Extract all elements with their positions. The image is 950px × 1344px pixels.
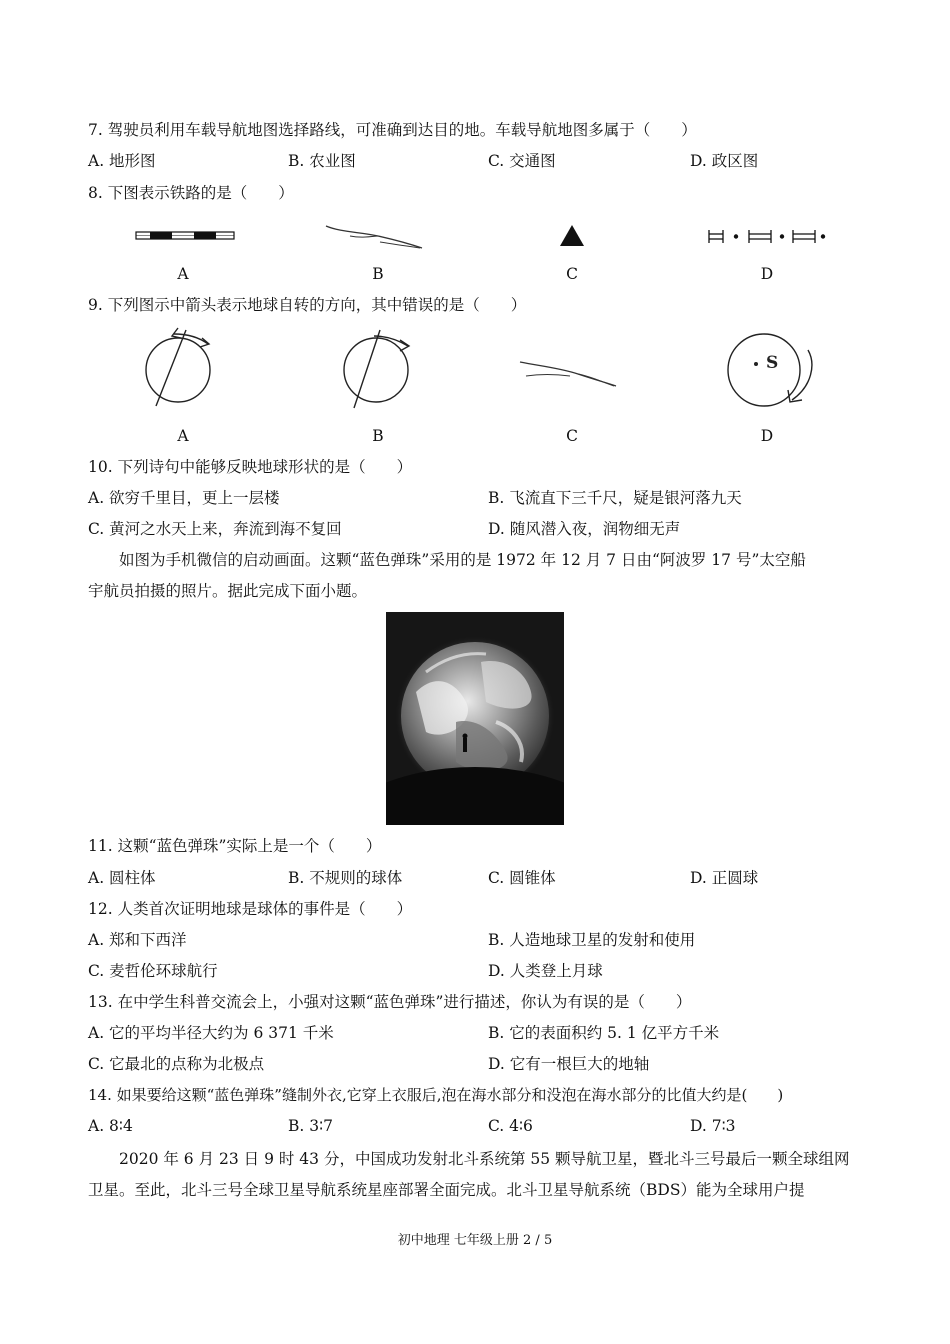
q9-label-d: D [760, 427, 774, 445]
q11-option-b: B. 不规则的球体 [288, 869, 403, 887]
q10-option-b: B. 飞流直下三千尺，疑是银河落九天 [488, 489, 742, 507]
q14-option-d: D. 7∶3 [690, 1117, 736, 1135]
q14-option-b: B. 3∶7 [288, 1117, 334, 1135]
page-footer: 初中地理 七年级上册 2 / 5 [397, 1233, 553, 1248]
q9-label-c: C [566, 427, 578, 445]
railway-symbol-figure [130, 222, 240, 252]
q10-option-d: D. 随风潜入夜，润物细无声 [488, 520, 681, 538]
q11-option-d: D. 正圆球 [690, 869, 759, 887]
river-line-figure-c [516, 352, 620, 390]
earth-rotation-figure-a [138, 324, 222, 410]
q10-option-c: C. 黄河之水天上来，奔流到海不复回 [88, 520, 342, 538]
earth-rotation-figure-b [334, 324, 418, 410]
q12-option-d: D. 人类登上月球 [488, 962, 603, 980]
q9-label-b: B [372, 427, 384, 445]
q13-option-c: C. 它最北的点称为北极点 [88, 1055, 265, 1073]
south-pole-label: S [766, 353, 779, 373]
q13-option-a: A. 它的平均半径大约为 6 371 千米 [88, 1024, 334, 1042]
boundary-line-symbol-figure [705, 226, 827, 248]
q14-option-a: A. 8∶4 [88, 1117, 133, 1135]
q11-option-c: C. 圆锥体 [488, 869, 556, 887]
q8-label-a: A [177, 265, 189, 283]
q8-label-d: D [760, 265, 774, 283]
q12-option-a: A. 郑和下西洋 [88, 931, 187, 949]
q10-stem: 10. 下列诗句中能够反映地球形状的是（ ） [88, 458, 413, 476]
q9-label-a: A [177, 427, 189, 445]
q7-option-c: C. 交通图 [488, 152, 556, 170]
q7-stem: 7. 驾驶员利用车载导航地图选择路线，可准确到达目的地。车载导航地图多属于（ ） [88, 121, 697, 139]
q14-stem: 14. 如果要给这颗“蓝色弹珠”缝制外衣,它穿上衣服后,泡在海水部分和没泡在海水部分的比值大约是( ) [88, 1086, 784, 1104]
earth-rotation-figure-d [712, 330, 832, 412]
q13-stem: 13. 在中学生科普交流会上，小强对这颗“蓝色弹珠”进行描述，你认为有误的是（ ） [88, 993, 692, 1011]
q12-stem: 12. 人类首次证明地球是球体的事件是（ ） [88, 900, 413, 918]
q11-stem: 11. 这颗“蓝色弹珠”实际上是一个（ ） [88, 837, 382, 855]
river-line-figure [320, 218, 430, 254]
intro-paragraph-line-2: 宇航员拍摄的照片。据此完成下面小题。 [88, 582, 368, 600]
q8-label-b: B [372, 265, 384, 283]
q12-option-b: B. 人造地球卫星的发射和使用 [488, 931, 696, 949]
q9-stem: 9. 下列图示中箭头表示地球自转的方向，其中错误的是（ ） [88, 296, 527, 314]
earth-illustration [386, 612, 564, 825]
intro-paragraph-line-1: 如图为手机微信的启动画面。这颗“蓝色弹珠”采用的是 1972 年 12 月 7 日由“阿波罗 17 号”太空船 [119, 551, 806, 569]
q7-option-a: A. 地形图 [88, 152, 156, 170]
beidou-paragraph-line-2: 卫星。至此，北斗三号全球卫星导航系统星座部署全面完成。北斗卫星导航系统（BDS）能为全球用户提 [88, 1181, 805, 1199]
q7-option-d: D. 政区图 [690, 152, 759, 170]
q14-option-c: C. 4∶6 [488, 1117, 533, 1135]
q13-option-b: B. 它的表面积约 5. 1 亿平方千米 [488, 1024, 720, 1042]
q13-option-d: D. 它有一根巨大的地轴 [488, 1055, 650, 1073]
q11-option-a: A. 圆柱体 [88, 869, 156, 887]
q7-option-b: B. 农业图 [288, 152, 356, 170]
blue-marble-photo [386, 612, 564, 825]
q8-label-c: C [566, 265, 578, 283]
q8-stem: 8. 下图表示铁路的是（ ） [88, 184, 294, 202]
mountain-peak-triangle-icon [556, 222, 588, 250]
beidou-paragraph-line-1: 2020 年 6 月 23 日 9 时 43 分，中国成功发射北斗系统第 55 颗导航卫星，暨北斗三号最后一颗全球组网 [119, 1150, 850, 1168]
q12-option-c: C. 麦哲伦环球航行 [88, 962, 218, 980]
q10-option-a: A. 欲穷千里目，更上一层楼 [88, 489, 280, 507]
